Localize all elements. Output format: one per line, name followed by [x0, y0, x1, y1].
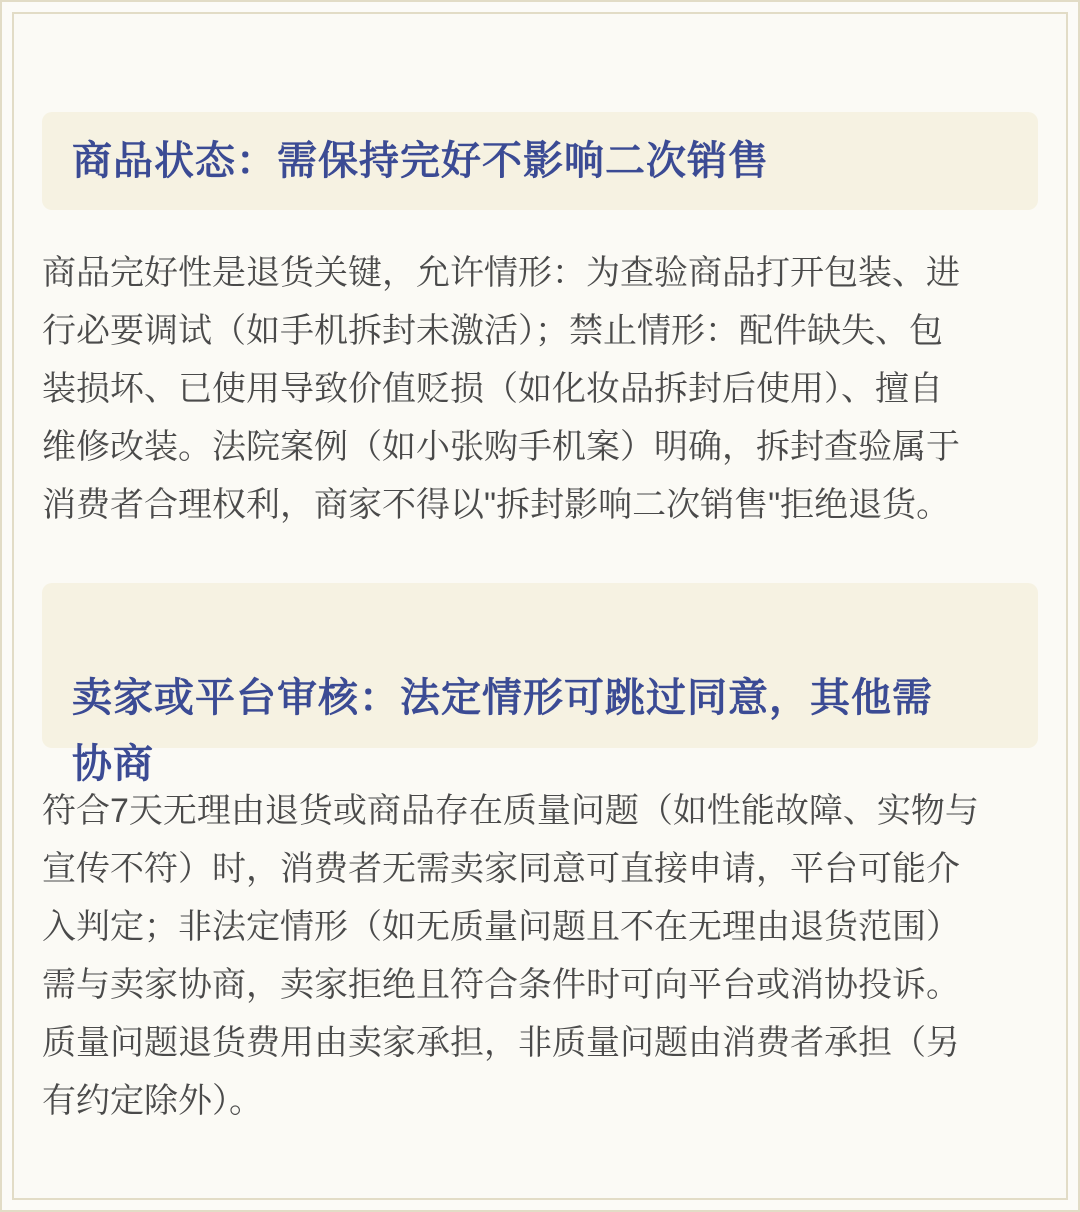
section-heading-product-condition: [42, 112, 1038, 210]
section-heading-text: 商品状态：需保持完好不影响二次销售: [72, 138, 769, 184]
section-body-review: 符合7天无理由退货或商品存在质量问题（如性能故障、实物与 宣传不符）时，消费者无需卖家同意可直接申请，平台可能介 入判定；非法定情形（如无质量问题且不在无理由退货范围） 需与卖家协商，卖家拒绝且符合条件时可向平台或消协投诉。 质量问题退货费用由卖家承担，非质量问题由消费者承担（另 有约定除外）。: [42, 792, 979, 1120]
section-body-product-condition: 商品完好性是退货关键，允许情形：为查验商品打开包装、进 行必要调试（如手机拆封未激活）；禁止情形：配件缺失、包 装损坏、已使用导致价值贬损（如化妆品拆封后使用）、擅自 维修改装。法院案例（如小张购手机案）明确，拆封查验属于 消费者合理权利，商家不得以"拆封影响二次销售"拒绝退货。: [42, 254, 960, 524]
section-heading-text: 卖家或平台审核：法定情形可跳过同意，其他需 协商: [72, 675, 933, 787]
section-heading-review: [42, 583, 1038, 787]
